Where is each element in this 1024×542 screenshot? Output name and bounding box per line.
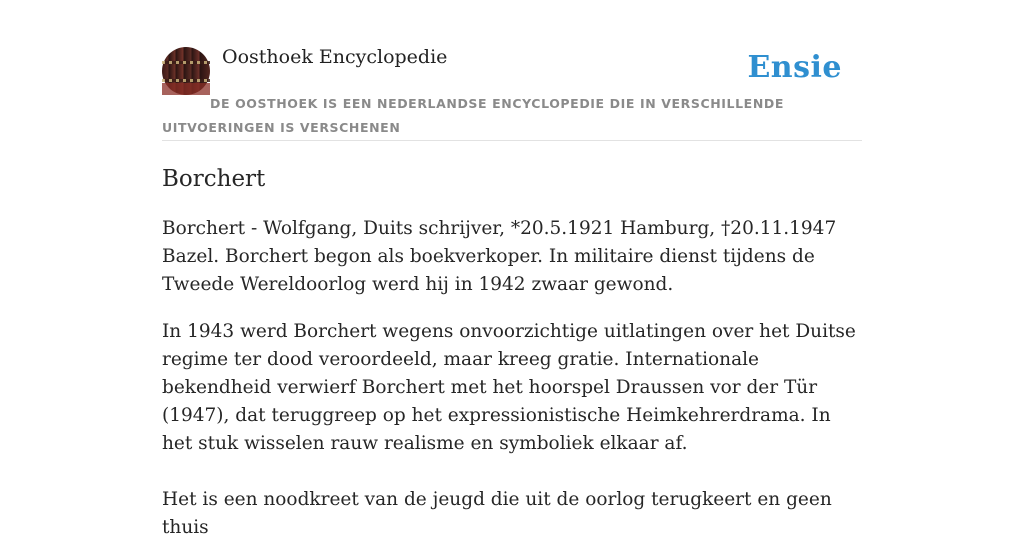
article (162, 160, 862, 542)
book-spine-band (162, 79, 210, 82)
article-paragraph: In 1943 werd Borchert wegens onvoorzichtige uitlatingen over het Duitse regime ter dood veroordeeld, maar kreeg gratie. Internationale bekendheid verwierf Borchert met het hoorspel Draussen vor der Tür (1947), dat teruggreep op het expressionistische Heimkehrerdrama. In het stuk wisselen rauw realisme en symboliek elkaar af. (162, 321, 856, 454)
ensie-logo-link[interactable]: Ensie (747, 50, 842, 85)
site-name-link[interactable]: Oosthoek Encyclopedie (222, 46, 448, 68)
article-paragraph: Borchert - Wolfgang, Duits schrijver, *20.5.1921 Hamburg, †20.11.1947 Bazel. Borchert begon als boekverkoper. In militaire dienst tijdens de Tweede Wereldoorlog werd hij in 1942 zwaar gewond. (162, 218, 837, 295)
site-tagline: DE OOSTHOEK IS EEN NEDERLANDSE ENCYCLOPEDIE DIE IN VERSCHILLENDE UITVOERINGEN IS VERSCHENEN (162, 96, 784, 135)
site-header (162, 40, 862, 141)
book-spine-band (162, 61, 210, 64)
article-title: Borchert (162, 166, 266, 192)
article-paragraph: Het is een noodkreet van de jeugd die uit de oorlog terugkeert en geen thuis (162, 489, 832, 538)
encyclopedia-books-avatar[interactable] (162, 47, 210, 95)
